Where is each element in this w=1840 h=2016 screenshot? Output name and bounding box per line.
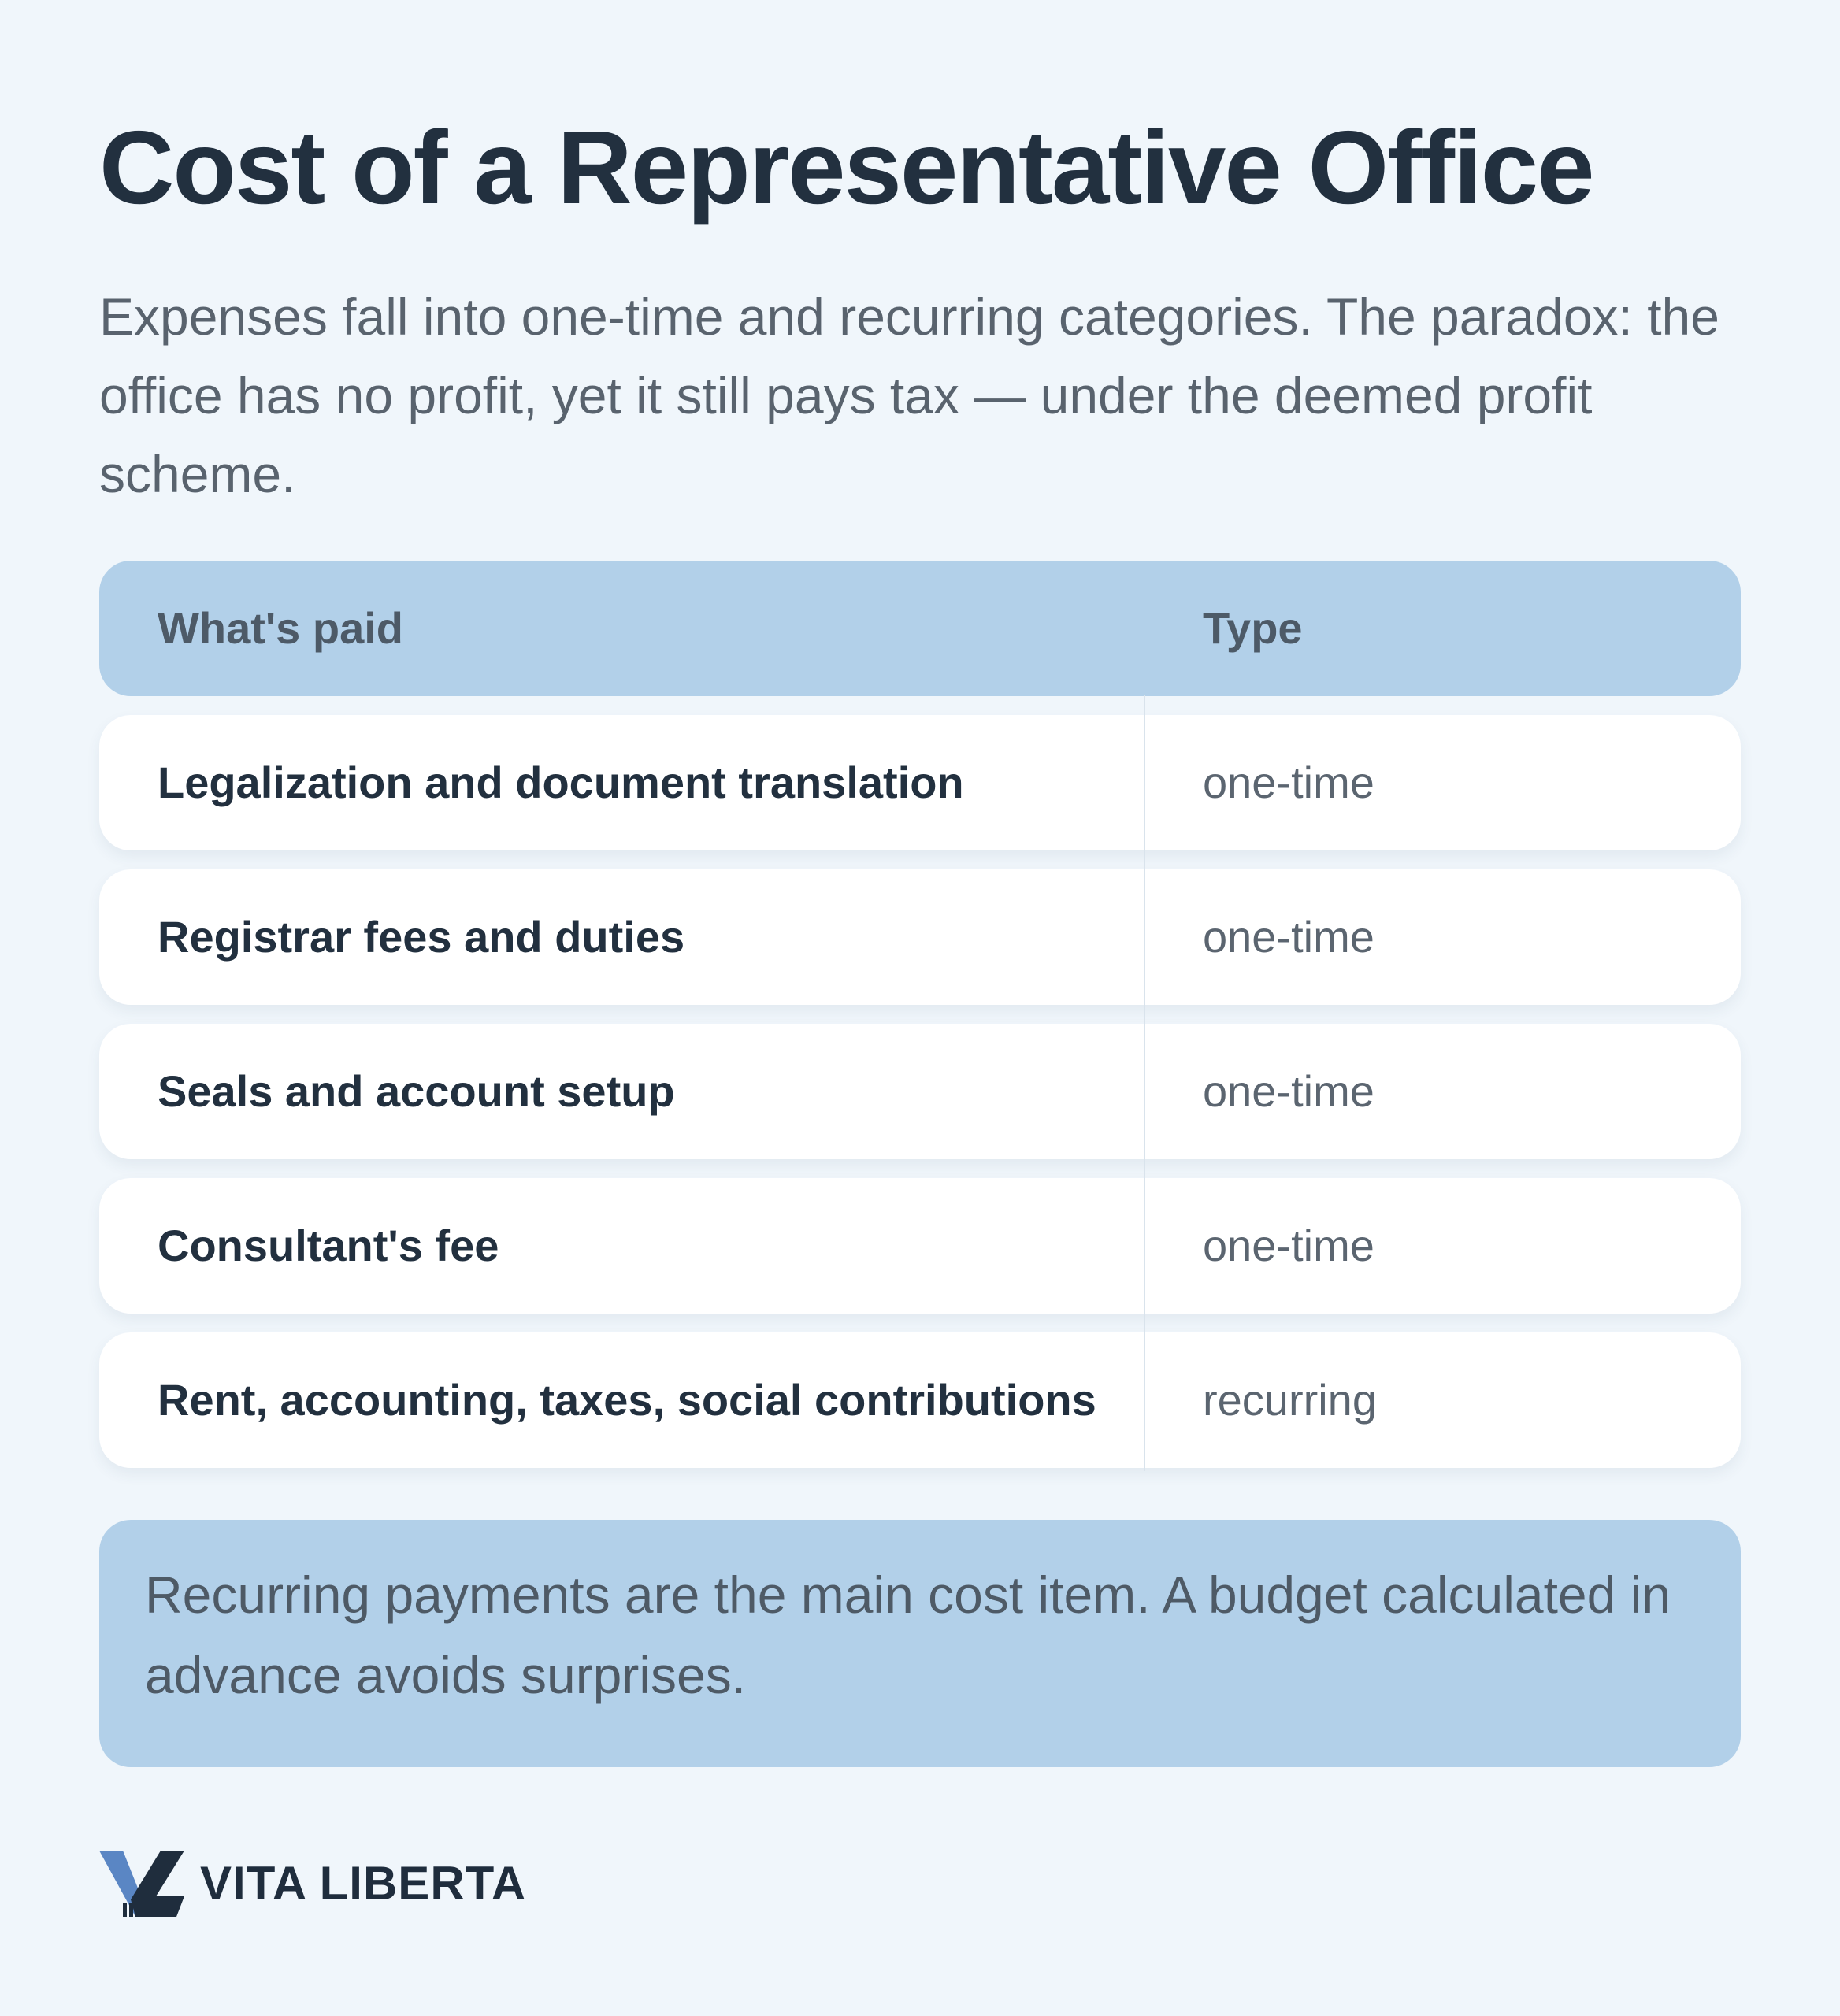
- cell-expense-item: Consultant's fee: [158, 1221, 499, 1270]
- column-header-type: Type: [1203, 603, 1303, 653]
- cell-expense-type: one-time: [1203, 912, 1374, 962]
- table-row: [99, 1178, 1741, 1314]
- cost-table: [99, 561, 1741, 1471]
- column-header-whats-paid: What's paid: [158, 603, 403, 653]
- page-title: Cost of a Representative Office: [99, 109, 1593, 225]
- cell-expense-item: Registrar fees and duties: [158, 912, 685, 962]
- table-row: [99, 1332, 1741, 1468]
- table-row: [99, 869, 1741, 1005]
- cell-expense-item: Legalization and document translation: [158, 758, 964, 807]
- cell-expense-item: Seals and account setup: [158, 1066, 675, 1116]
- summary-callout: [99, 1520, 1741, 1767]
- column-divider: [1144, 695, 1145, 1471]
- vl-monogram-icon: [99, 1851, 184, 1917]
- cell-expense-type: one-time: [1203, 1066, 1374, 1116]
- table-row: [99, 1024, 1741, 1159]
- cell-expense-type: recurring: [1203, 1375, 1377, 1425]
- cell-expense-item: Rent, accounting, taxes, social contributions: [158, 1375, 1096, 1425]
- cell-expense-type: one-time: [1203, 1221, 1374, 1270]
- cell-expense-type: one-time: [1203, 758, 1374, 807]
- table-row: [99, 715, 1741, 850]
- brand-name: VITA LIBERTA: [200, 1857, 527, 1910]
- brand-footer: [99, 1851, 526, 1917]
- summary-callout-text: Recurring payments are the main cost item. A budget calculated in advance avoids surprises.: [145, 1566, 1671, 1704]
- page-subtitle: Expenses fall into one-time and recurring categories. The paradox: the office has no profit, yet it still pays tax — under the deemed profit scheme.: [99, 287, 1719, 503]
- table-header: [99, 561, 1741, 696]
